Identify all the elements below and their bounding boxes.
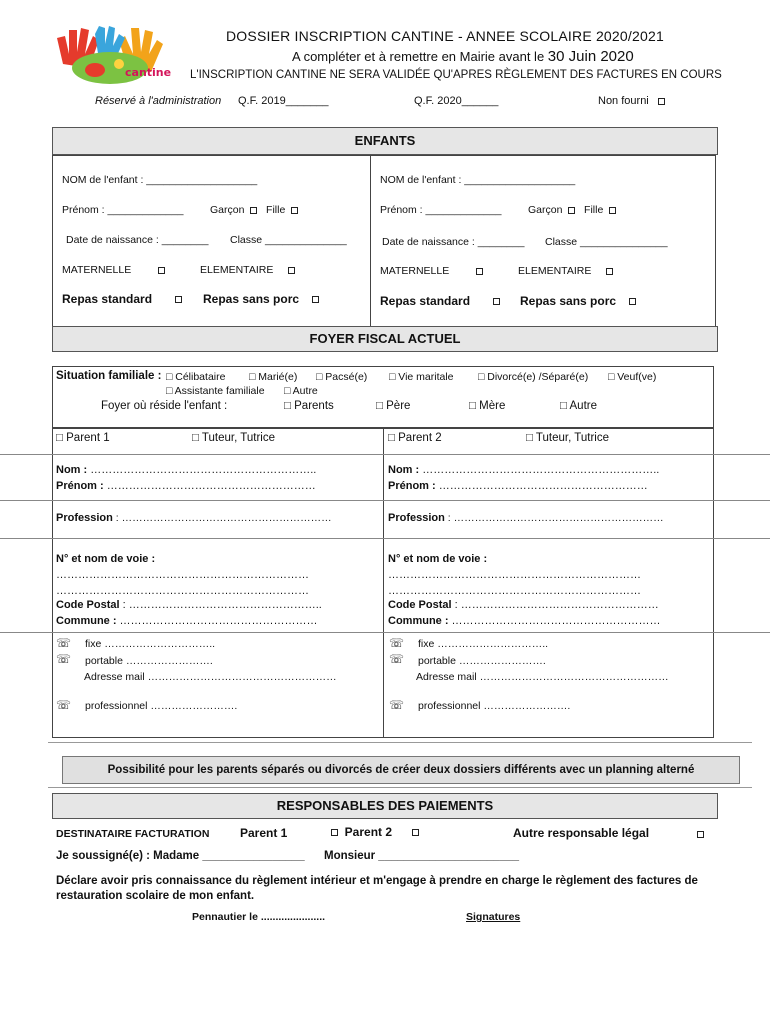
commune-label: Commune : <box>56 615 117 627</box>
parent-1-prenom-field[interactable] <box>56 480 316 492</box>
child-2-elementaire-checkbox[interactable] <box>606 268 613 275</box>
garcon-label: Garçon <box>528 204 563 216</box>
child-1-class-field[interactable]: Classe ______________ <box>230 234 347 246</box>
parent-1-cp-field[interactable] <box>56 599 322 611</box>
child-2-repas-standard-checkbox[interactable] <box>493 298 500 305</box>
deadline-date: 30 Juin 2020 <box>547 48 634 65</box>
child-1-gender <box>210 204 298 216</box>
parent-2-option[interactable]: □ Parent 2 <box>388 432 442 444</box>
divorce-option[interactable]: □ Divorcé(e) /Séparé(e) <box>478 371 589 383</box>
signatures-label: Signatures <box>466 911 521 923</box>
child-2-maternelle-checkbox[interactable] <box>476 268 483 275</box>
phone-icon: ☏ <box>389 652 405 666</box>
parent-2-tuteur-option[interactable]: □ Tuteur, Tutrice <box>526 432 610 444</box>
phone-icon: ☏ <box>56 698 72 712</box>
reside-pere-option[interactable]: □ Père <box>376 400 411 412</box>
child-1-elementaire <box>200 264 295 276</box>
vie-maritale-option[interactable]: □ Vie maritale <box>389 371 454 383</box>
repas-sans-porc-label: Repas sans porc <box>520 294 617 308</box>
parent-2-profession-field[interactable] <box>388 512 664 524</box>
reside-label: Foyer où réside l'enfant : <box>101 400 228 412</box>
foyer-section-header: FOYER FISCAL ACTUEL <box>52 326 718 352</box>
assistante-option[interactable]: □ Assistante familiale <box>166 385 265 397</box>
parent-1-fixe-field[interactable]: fixe ………………………….. <box>85 638 216 650</box>
child-1-repas-sans-porc-checkbox[interactable] <box>312 296 319 303</box>
fille-label: Fille <box>584 204 604 216</box>
child-1-firstname-field[interactable]: Prénom : _____________ <box>62 204 184 216</box>
payer-parent-1-option[interactable]: Parent 1 <box>240 826 288 840</box>
situation-label: Situation familiale : <box>56 370 162 382</box>
parent-1-mail-field[interactable]: Adresse mail ……………………………………………… <box>84 671 337 683</box>
profession-dots: : …………………………………………………… <box>444 512 664 524</box>
enfants-section-header: ENFANTS <box>52 127 718 155</box>
parent-1-voie-line-1[interactable]: …………………………………………………………… <box>56 569 309 581</box>
phone-icon: ☏ <box>389 636 405 650</box>
child-1-repas-standard-checkbox[interactable] <box>175 296 182 303</box>
fille-label: Fille <box>266 204 286 216</box>
parent-2-voie-line-2[interactable]: …………………………………………………………… <box>388 585 641 597</box>
admin-reserved-label: Réservé à l'administration <box>95 95 222 107</box>
commune-label: Commune : <box>388 615 449 627</box>
child-2-firstname-field[interactable]: Prénom : _____________ <box>380 204 502 216</box>
nom-label: Nom : <box>388 464 420 476</box>
parent-2-portable-field[interactable]: portable ……………………. <box>418 655 546 667</box>
parent-1-commune-field[interactable] <box>56 615 318 627</box>
soussigne-monsieur-field[interactable]: Monsieur ______________________ <box>324 850 520 862</box>
non-fourni-label: Non fourni <box>598 95 649 107</box>
payer-parent-1-checkbox[interactable] <box>331 829 338 836</box>
commune-dots: ……………………………………………… <box>116 615 318 627</box>
profession-dots: : …………………………………………………… <box>112 512 332 524</box>
parent-1-option[interactable]: □ Parent 1 <box>56 432 110 444</box>
repas-sans-porc-label: Repas sans porc <box>203 292 300 306</box>
maternelle-label: MATERNELLE <box>380 265 450 277</box>
prenom-label: Prénom : <box>56 480 104 492</box>
parent-2-nom-field[interactable] <box>388 464 659 476</box>
parent-2-fixe-field[interactable]: fixe ………………………….. <box>418 638 549 650</box>
parent-1-pro-field[interactable]: professionnel ……………………. <box>85 700 238 712</box>
child-2-garcon-checkbox[interactable] <box>568 207 575 214</box>
garcon-label: Garçon <box>210 204 245 216</box>
marie-option[interactable]: □ Marié(e) <box>249 371 298 383</box>
nom-dots: …………………………………………………….. <box>90 464 317 476</box>
child-2-repas-sans-porc-checkbox[interactable] <box>629 298 636 305</box>
validation-warning: L'INSCRIPTION CANTINE NE SERA VALIDÉE QU'APRES RÈGLEMENT DES FACTURES EN COURS <box>190 69 722 81</box>
child-1-name-field[interactable]: NOM de l'enfant : ___________________ <box>62 174 258 186</box>
child-2-maternelle <box>380 265 483 277</box>
profession-label: Profession <box>56 512 113 524</box>
child-2-fille-checkbox[interactable] <box>609 207 616 214</box>
pacse-option[interactable]: □ Pacsé(e) <box>316 371 368 383</box>
repas-standard-label: Repas standard <box>62 292 153 306</box>
payer-autre-label: Autre responsable légal <box>513 826 650 840</box>
cp-dots: : …………………………………………….. <box>119 599 322 611</box>
phone-icon: ☏ <box>56 636 72 650</box>
child-2-repas-standard <box>380 294 500 308</box>
document-title: DOSSIER INSCRIPTION CANTINE - ANNEE SCOLAIRE 2020/2021 <box>226 28 664 44</box>
parent-1-tuteur-option[interactable]: □ Tuteur, Tutrice <box>192 432 276 444</box>
nom-label: Nom : <box>56 464 88 476</box>
payer-parent-2-checkbox[interactable] <box>412 829 419 836</box>
repas-standard-label: Repas standard <box>380 294 471 308</box>
child-1-repas-standard <box>62 292 182 306</box>
payer-parent-2-option[interactable] <box>331 825 419 839</box>
maternelle-label: MATERNELLE <box>62 264 132 276</box>
svg-text:cantine: cantine <box>125 66 172 79</box>
document-subtitle <box>292 48 634 65</box>
parent-1-portable-field[interactable]: portable ……………………. <box>85 655 213 667</box>
elementaire-label: ELEMENTAIRE <box>200 264 274 276</box>
paiements-section-header: RESPONSABLES DES PAIEMENTS <box>52 793 718 819</box>
parent-1-nom-field[interactable] <box>56 464 316 476</box>
prenom-label: Prénom : <box>388 480 436 492</box>
reside-parents-option[interactable]: □ Parents <box>284 400 334 412</box>
reside-mere-option[interactable]: □ Mère <box>469 400 506 412</box>
elementaire-label: ELEMENTAIRE <box>518 265 592 277</box>
child-1-maternelle-checkbox[interactable] <box>158 267 165 274</box>
nom-dots: ……………………………………………………….. <box>422 464 660 476</box>
soussigne-madame-field[interactable]: Je soussigné(e) : Madame ________________ <box>56 850 305 862</box>
cp-label: Code Postal <box>56 599 120 611</box>
parent-2-label: Parent 2 <box>344 825 393 839</box>
child-2-elementaire <box>518 265 613 277</box>
lieu-date-field[interactable]: Pennautier le ...................... <box>192 911 326 923</box>
child-1-fille-checkbox[interactable] <box>291 207 298 214</box>
phone-icon: ☏ <box>56 652 72 666</box>
cp-label: Code Postal <box>388 599 452 611</box>
parent-2-mail-field[interactable]: Adresse mail ……………………………………………… <box>416 671 669 683</box>
non-fourni-checkbox[interactable] <box>658 98 665 105</box>
parent-1-voie-line-2[interactable]: …………………………………………………………… <box>56 585 309 597</box>
parent-1-voie-label: N° et nom de voie : <box>56 553 156 565</box>
parent-2-prenom-field[interactable] <box>388 480 648 492</box>
parent-2-voie-line-1[interactable]: …………………………………………………………… <box>388 569 641 581</box>
phone-icon: ☏ <box>389 698 405 712</box>
parent-2-pro-field[interactable]: professionnel ……………………. <box>418 700 571 712</box>
child-1-maternelle <box>62 264 165 276</box>
child-2-repas-sans-porc <box>520 294 636 308</box>
qf-2019-field[interactable]: Q.F. 2019_______ <box>238 95 329 107</box>
parent-2-voie-label: N° et nom de voie : <box>388 553 488 565</box>
cantine-logo <box>55 24 172 88</box>
child-1-birthdate-field[interactable]: Date de naissance : ________ <box>66 234 209 246</box>
child-2-birthdate-field[interactable]: Date de naissance : ________ <box>382 236 525 248</box>
child-1-garcon-checkbox[interactable] <box>250 207 257 214</box>
parent-1-profession-field[interactable] <box>56 512 332 524</box>
child-2-name-field[interactable]: NOM de l'enfant : ___________________ <box>380 174 576 186</box>
commune-dots: ………………………………………………… <box>448 615 661 627</box>
payer-autre-checkbox[interactable] <box>697 828 704 840</box>
subtitle-text: A compléter et à remettre en Mairie avant le <box>292 49 548 64</box>
parent-2-commune-field[interactable] <box>388 615 661 627</box>
child-1-elementaire-checkbox[interactable] <box>288 267 295 274</box>
parent-2-cp-field[interactable] <box>388 599 659 611</box>
non-fourni-option[interactable] <box>598 95 665 107</box>
child-2-class-field[interactable]: Classe _______________ <box>545 236 668 248</box>
celibataire-option[interactable]: □ Célibataire <box>166 371 226 383</box>
qf-2020-field[interactable]: Q.F. 2020______ <box>414 95 499 107</box>
cp-dots: : ……………………………………………… <box>451 599 659 611</box>
prenom-dots: ………………………………………………… <box>106 480 316 492</box>
prenom-dots: ………………………………………………… <box>438 480 648 492</box>
reside-autre-option[interactable]: □ Autre <box>560 400 597 412</box>
autre-situation-option[interactable]: □ Autre <box>284 385 318 397</box>
separated-parents-notice: Possibilité pour les parents séparés ou divorcés de créer deux dossiers différents avec un planning alterné <box>62 756 740 784</box>
veuf-option[interactable]: □ Veuf(ve) <box>608 371 657 383</box>
declaration-text: Déclare avoir pris connaissance du règlement intérieur et m'engage à prendre en charge le règlement des factures de restauration scolaire de mon enfant. <box>56 875 698 902</box>
destinataire-label: DESTINATAIRE FACTURATION <box>56 828 210 840</box>
profession-label: Profession <box>388 512 445 524</box>
child-2-gender <box>528 204 616 216</box>
child-1-repas-sans-porc <box>203 292 319 306</box>
